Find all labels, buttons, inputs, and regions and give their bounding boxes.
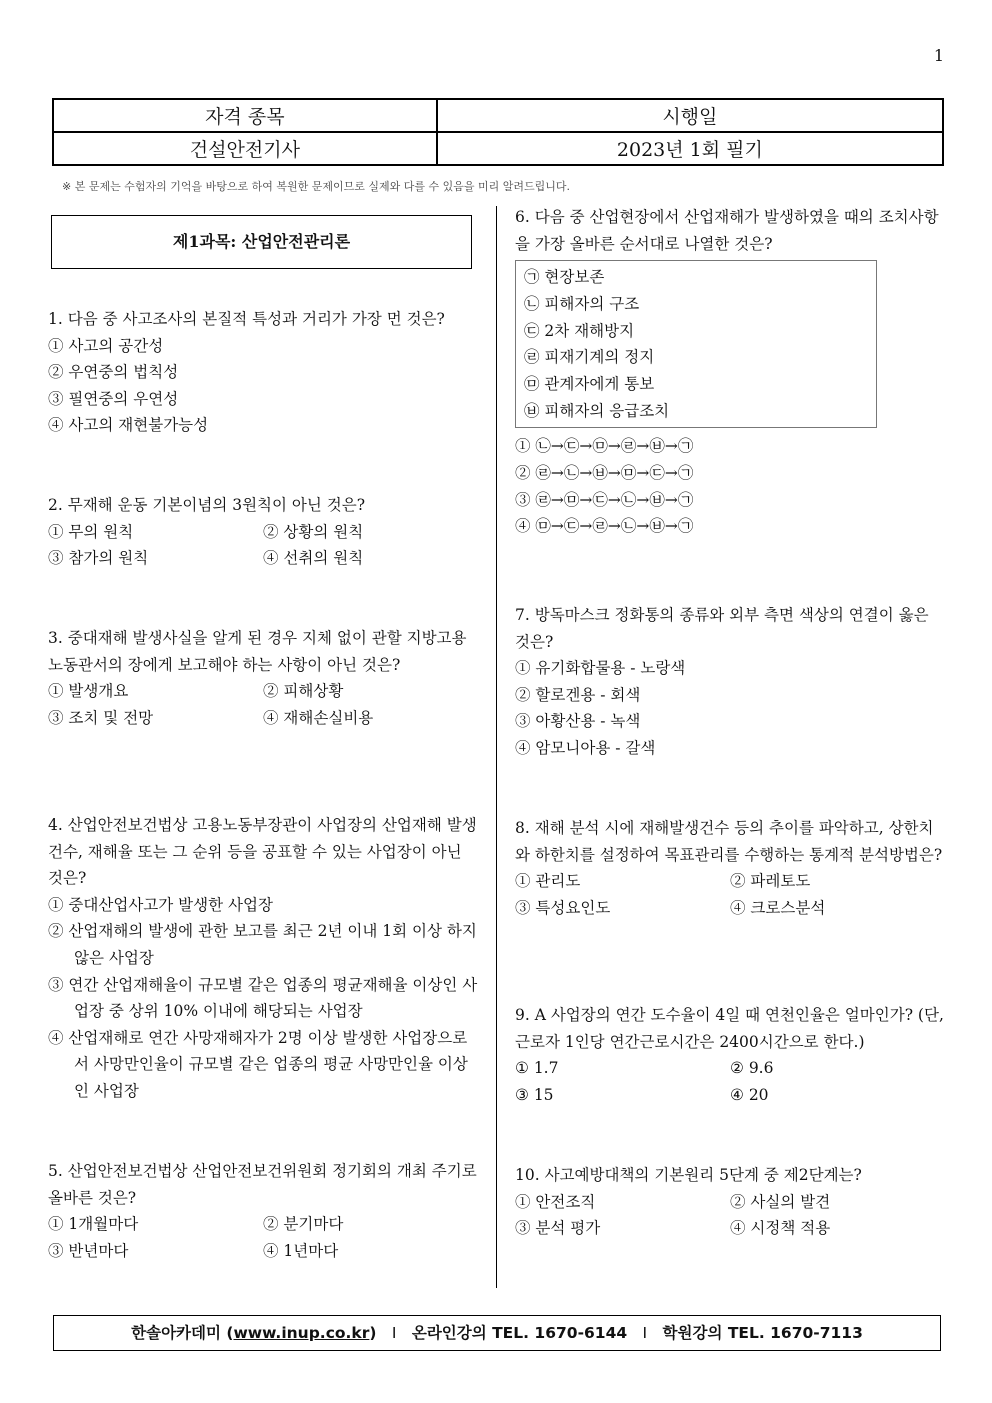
step-item: ㉣ 피재기계의 정지 <box>524 348 655 367</box>
option-4: ④ ㉤→㉢→㉣→㉡→㉥→㉠ <box>515 517 694 536</box>
question-3 <box>48 625 478 731</box>
question-stem: 7. 방독마스크 정화통의 종류와 외부 측면 색상의 연결이 옳은 것은? <box>515 606 929 651</box>
question-stem: 8. 재해 분석 시에 재해발생건수 등의 추이를 파악하고, 상한치와 하한치를 설정하여 목표관리를 수행하는 통계적 분석방법은? <box>515 819 943 864</box>
option-2: ② 할로겐용 - 회색 <box>515 685 641 704</box>
question-6 <box>515 204 945 540</box>
step-item: ㉡ 피해자의 구조 <box>524 294 640 313</box>
question-9 <box>515 1002 945 1108</box>
option-1: ① 중대산업사고가 발생한 사업장 <box>48 895 273 914</box>
disclaimer-notice: ※ 본 문제는 수험자의 기억을 바탕으로 하여 복원한 문제이므로 실제와 다를 수 있음을 미리 알려드립니다. <box>62 180 570 193</box>
option-4: ④ 사고의 재현불가능성 <box>48 416 209 435</box>
option-4: ④ 선취의 원칙 <box>263 549 364 568</box>
question-stem: 10. 사고예방대책의 기본원리 5단계 중 제2단계는? <box>515 1166 862 1184</box>
option-3: ③ 15 <box>515 1085 554 1104</box>
option-3: ③ 조치 및 전망 <box>48 708 154 727</box>
option-1: ① ㉡→㉢→㉤→㉣→㉥→㉠ <box>515 437 694 456</box>
question-4 <box>48 812 478 1105</box>
option-1: ① 유기화합물용 - 노랑색 <box>515 659 686 678</box>
question-stem: 2. 무재해 운동 기본이념의 3원칙이 아닌 것은? <box>48 496 366 514</box>
option-1: ① 사고의 공간성 <box>48 336 164 355</box>
question-stem: 5. 산업안전보건법상 산업안전보건위원회 정기회의 개최 주기로 올바른 것은? <box>48 1162 477 1207</box>
page-number: 1 <box>933 46 944 65</box>
option-1: ① 발생개요 <box>48 682 129 701</box>
option-2: ② 9.6 <box>730 1059 774 1078</box>
question-stem: 9. A 사업장의 연간 도수율이 4일 때 연천인율은 얼마인가? (단, 근로자 1인당 연간근로시간은 2400시간으로 한다.) <box>515 1006 944 1051</box>
option-2: ② 우연중의 법칙성 <box>48 363 179 382</box>
option-2: ② 파레토도 <box>730 872 811 891</box>
question-10 <box>515 1162 945 1242</box>
header-cell-category-title: 자격 종목 <box>53 99 437 132</box>
option-2: ② 분기마다 <box>263 1215 344 1234</box>
option-4: ④ 시정책 적용 <box>730 1219 831 1238</box>
option-2: ② 사실의 발견 <box>730 1192 831 1211</box>
option-3: ③ ㉣→㉤→㉢→㉡→㉥→㉠ <box>515 490 694 509</box>
option-3: ③ 참가의 원칙 <box>48 549 149 568</box>
question-2 <box>48 492 478 572</box>
option-3: ③ 필연중의 우연성 <box>48 389 179 408</box>
question-5 <box>48 1158 478 1264</box>
option-4: ④ 크로스분석 <box>730 898 826 917</box>
step-item: ㉢ 2차 재해방지 <box>524 321 635 340</box>
subject-title: 제1과목: 산업안전관리론 <box>51 215 472 269</box>
header-cell-date-value: 2023년 1회 필기 <box>437 132 943 165</box>
option-4: ④ 암모니아용 - 갈색 <box>515 738 656 757</box>
option-1: ① 1.7 <box>515 1059 559 1078</box>
question-stem: 1. 다음 중 사고조사의 본질적 특성과 거리가 가장 먼 것은? <box>48 310 445 328</box>
option-2: ② 산업재해의 발생에 관한 보고를 최근 2년 이내 1회 이상 하지 않은 사업장 <box>48 922 477 967</box>
academy-link[interactable]: www.inup.co.kr <box>233 1324 370 1342</box>
header-cell-date-title: 시행일 <box>437 99 943 132</box>
option-3: ③ 반년마다 <box>48 1241 129 1260</box>
option-2: ② 상황의 원칙 <box>263 522 364 541</box>
header-cell-category-value: 건설안전기사 <box>53 132 437 165</box>
question-stem: 6. 다음 중 산업현장에서 산업재해가 발생하였을 때의 조치사항을 가장 올바른 순서대로 나열한 것은? <box>515 208 939 253</box>
question-stem: 3. 중대재해 발생사실을 알게 된 경우 지체 없이 관할 지방고용노동관서의 장에게 보고해야 하는 사항이 아닌 것은? <box>48 629 467 674</box>
footer-separator: I <box>391 1324 397 1342</box>
option-3: ③ 아황산용 - 녹색 <box>515 712 641 731</box>
exam-header-table <box>52 98 944 166</box>
steps-box <box>515 260 877 428</box>
question-8 <box>515 815 945 921</box>
footer-separator: I <box>642 1324 648 1342</box>
offline-phone: 학원강의 TEL. 1670-7113 <box>662 1324 863 1342</box>
option-3: ③ 분석 평가 <box>515 1219 601 1238</box>
option-2: ② 피해상황 <box>263 682 344 701</box>
column-divider <box>496 206 497 1288</box>
option-1: ① 무의 원칙 <box>48 522 134 541</box>
question-7 <box>515 602 945 762</box>
step-item: ㉤ 관계자에게 통보 <box>524 375 655 393</box>
online-phone: 온라인강의 TEL. 1670-6144 <box>411 1324 628 1342</box>
option-1: ① 1개월마다 <box>48 1215 139 1234</box>
step-item: ㉠ 현장보존 <box>524 268 605 287</box>
option-2: ② ㉣→㉡→㉥→㉤→㉢→㉠ <box>515 464 694 482</box>
academy-name: 한솔아카데미 <box>131 1324 221 1342</box>
option-4: ④ 1년마다 <box>263 1241 339 1260</box>
option-4: ④ 산업재해로 연간 사망재해자가 2명 이상 발생한 사업장으로서 사망만인율이 규모별 같은 업종의 평균 사망만인율 이상인 사업장 <box>48 1028 468 1100</box>
option-1: ① 안전조직 <box>515 1192 596 1211</box>
option-3: ③ 특성요인도 <box>515 898 611 917</box>
option-3: ③ 연간 산업재해율이 규모별 같은 업종의 평균재해율 이상인 사업장 중 상위 10% 이내에 해당되는 사업장 <box>48 975 478 1021</box>
question-1 <box>48 306 478 439</box>
option-4: ④ 재해손실비용 <box>263 708 374 727</box>
option-1: ① 관리도 <box>515 872 581 891</box>
question-stem: 4. 산업안전보건법상 고용노동부장관이 사업장의 산업재해 발생건수, 재해율 또는 그 순위 등을 공표할 수 있는 사업장이 아닌 것은? <box>48 816 477 888</box>
step-item: ㉥ 피해자의 응급조치 <box>524 401 670 420</box>
footer-bar: 한솔아카데미 (www.inup.co.kr) I 온라인강의 TEL. 1670-6144 I 학원강의 TEL. 1670-7113 <box>53 1315 941 1351</box>
option-4: ④ 20 <box>730 1085 769 1104</box>
